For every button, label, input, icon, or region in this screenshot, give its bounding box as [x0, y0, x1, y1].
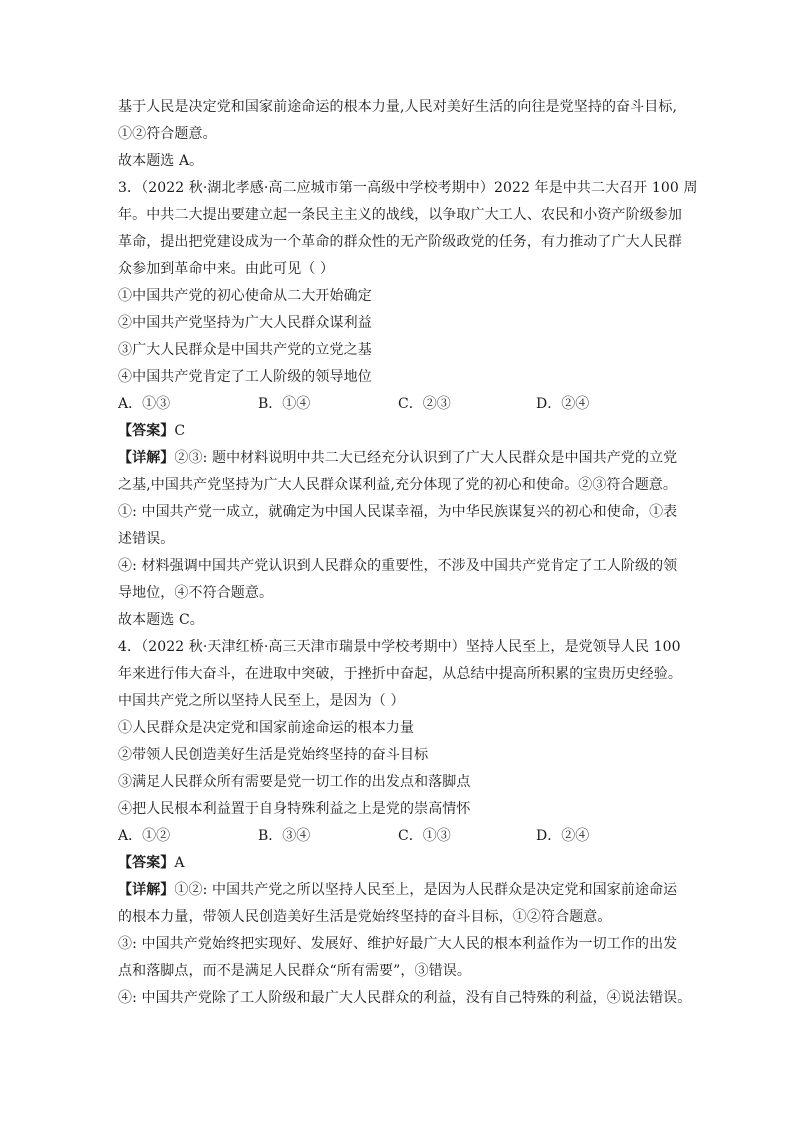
answer-line: [118, 418, 684, 445]
statement-item: ①中国共产党的初心使命从二大开始确定: [118, 288, 372, 304]
answer-value: A: [174, 855, 185, 871]
text-line: 基于人民是决定党和国家前途命运的根本力量,人民对美好生活的向往是党坚持的奋斗目标,: [118, 99, 677, 115]
document-page: [118, 94, 698, 1012]
statement-item: ③广大人民群众是中国共产党的立党之基: [118, 342, 372, 358]
option-d: D．②④: [536, 396, 590, 412]
option-a: A．①②: [118, 828, 171, 844]
detail-line: 之基,中国共产党坚持为广大人民群众谋利益,充分体现了党的初心和使命。②③符合题意。: [118, 477, 677, 493]
detail-text: ①②: 中国共产党之所以坚持人民至上，是因为人民群众是决定党和国家前途命运: [174, 882, 678, 898]
answer-line: [118, 850, 684, 877]
option-a: A．①③: [118, 396, 171, 412]
statement-item: ④中国共产党肯定了工人阶级的领导地位: [118, 369, 372, 385]
option-b: B．①④: [258, 396, 311, 412]
answer-label: 【答案】: [118, 423, 175, 439]
question-stem-line: 4．（2022 秋·天津红桥·高三天津市瑞景中学校考期中）坚持人民至上，是党领导人民 100: [118, 639, 681, 655]
detail-text: ②③: 题中材料说明中共二大已经充分认识到了广大人民群众是中国共产党的立党: [174, 450, 678, 466]
statement-item: ④把人民根本利益置于自身特殊利益之上是党的崇高情怀: [118, 801, 471, 817]
statement-item: ②带领人民创造美好生活是党始终坚持的奋斗目标: [118, 747, 429, 763]
previous-answer-tail: [118, 94, 684, 175]
detail-line: 故本题选 C。: [118, 612, 204, 628]
question-stem-line: 革命，提出把党建设成为一个革命的群众性的无产阶级政党的任务，有力推动了广大人民群: [118, 234, 682, 250]
detail-line: ④: 中国共产党除了工人阶级和最广大人民群众的利益，没有自己特殊的利益，④说法错误。: [118, 990, 692, 1006]
answer-label: 【答案】: [118, 855, 175, 871]
answer-value: C: [174, 423, 186, 439]
statement-item: ②中国共产党坚持为广大人民群众谋利益: [118, 315, 372, 331]
option-c: C．①③: [398, 828, 451, 844]
question-stem-line: 年。中共二大提出要建立起一条民主主义的战线，以争取广大工人、农民和小资产阶级参加: [118, 207, 682, 223]
detail-line: 导地位，④不符合题意。: [118, 585, 274, 601]
question-4: [118, 634, 692, 1012]
text-line: 故本题选 A。: [118, 153, 204, 169]
question-3: [118, 175, 698, 634]
statement-item: ③满足人民群众所有需要是党一切工作的出发点和落脚点: [118, 774, 471, 790]
detail-line: 述错误。: [118, 531, 175, 547]
option-c: C．②③: [398, 396, 451, 412]
detail-line: [118, 445, 684, 472]
option-d: D．②④: [536, 828, 590, 844]
statement-item: ①人民群众是决定党和国家前途命运的根本力量: [118, 720, 415, 736]
detail-line: ③: 中国共产党始终把实现好、发展好、维护好最广大人民的根本利益作为一切工作的出发: [118, 936, 678, 952]
text-line: ①②符合题意。: [118, 126, 217, 142]
question-stem-line: 中国共产党之所以坚持人民至上，是因为（ ）: [118, 693, 405, 709]
detail-line: ①: 中国共产党一成立，就确定为中国人民谋幸福，为中华民族谋复兴的初心和使命，①表: [118, 504, 678, 520]
detail-line: ④: 材料强调中国共产党认识到人民群众的重要性，不涉及中国共产党肯定了工人阶级的领: [118, 558, 678, 574]
detail-line: 点和落脚点，而不是满足人民群众“所有需要”，③错误。: [118, 963, 471, 979]
answer-options: [118, 391, 684, 418]
detail-label: 【详解】: [118, 450, 175, 466]
detail-label: 【详解】: [118, 882, 175, 898]
option-b: B．③④: [258, 828, 311, 844]
question-stem-line: 众参加到革命中来。由此可见（ ）: [118, 261, 335, 277]
question-stem-line: 3．（2022 秋·湖北孝感·高二应城市第一高级中学校考期中）2022 年是中共二大召开 100 周: [118, 180, 698, 196]
detail-line: 的根本力量，带领人民创造美好生活是党始终坚持的奋斗目标，①②符合题意。: [118, 909, 612, 925]
detail-line: [118, 877, 684, 904]
answer-options: [118, 823, 684, 850]
question-stem-line: 年来进行伟大奋斗，在进取中突破，于挫折中奋起，从总结中提高所积累的宝贵历史经验。: [118, 666, 682, 682]
